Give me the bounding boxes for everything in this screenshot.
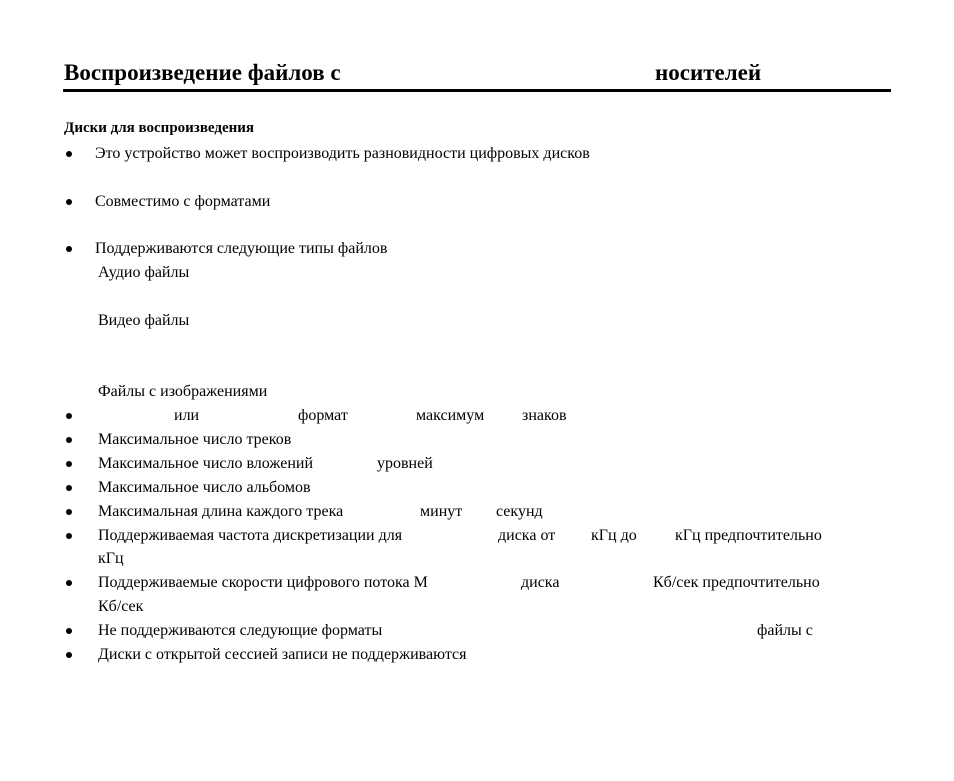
sampling-to: кГц до [591, 527, 637, 544]
bitrate-disc: диска [521, 574, 560, 591]
bullet-icon [66, 437, 72, 443]
bullet-icon [66, 461, 72, 467]
minutes-label: минут [420, 503, 463, 520]
unsupported-text: Не поддерживаются следующие форматы [98, 622, 383, 639]
title-underline [63, 89, 891, 92]
list-item: Диски с открытой сессией записи не поддерживаются [98, 646, 467, 663]
format-or: или [174, 407, 200, 424]
bullet-icon [66, 485, 72, 491]
file-type-audio: Аудио файлы [98, 264, 190, 281]
bitrate-preferred: Кб/сек предпочтительно [653, 574, 820, 591]
levels-label: уровней [377, 455, 433, 472]
file-type-images: Файлы с изображениями [98, 383, 268, 400]
bullet-icon [66, 652, 72, 658]
bullet-icon [66, 151, 72, 157]
format-max: максимум [416, 407, 485, 424]
bullet-icon [66, 413, 72, 419]
list-item: Это устройство может воспроизводить разновидности цифровых дисков [95, 145, 590, 162]
section-heading: Диски для воспроизведения [64, 120, 255, 136]
page-title-continued: носителей [655, 60, 762, 85]
sampling-disc: диска от [498, 527, 556, 544]
bitrate-text: Поддерживаемые скорости цифрового потока М [98, 574, 428, 591]
bullet-icon [66, 533, 72, 539]
list-item: Максимальное число альбомов [98, 479, 311, 496]
bitrate-unit: Кб/сек [98, 598, 144, 615]
bullet-icon [66, 509, 72, 515]
sampling-text: Поддерживаемая частота дискретизации для [98, 527, 403, 544]
seconds-label: секунд [496, 503, 543, 520]
list-item: Поддерживаются следующие типы файлов [95, 240, 388, 257]
bullet-icon [66, 580, 72, 586]
sampling-unit: кГц [98, 550, 124, 567]
list-item: Максимальная длина каждого трека [98, 503, 344, 520]
sampling-preferred: кГц предпочтительно [675, 527, 822, 544]
bullet-icon [66, 199, 72, 205]
list-item: Максимальное число треков [98, 431, 292, 448]
page-title: Воспроизведение файлов с [64, 60, 341, 85]
bullet-icon [66, 246, 72, 252]
list-item: Максимальное число вложений [98, 455, 314, 472]
format-word: формат [298, 407, 348, 424]
unsupported-files: файлы с [757, 622, 813, 639]
bullet-icon [66, 628, 72, 634]
file-type-video: Видео файлы [98, 312, 190, 329]
list-item: Совместимо с форматами [95, 193, 271, 210]
format-chars: знаков [522, 407, 567, 424]
